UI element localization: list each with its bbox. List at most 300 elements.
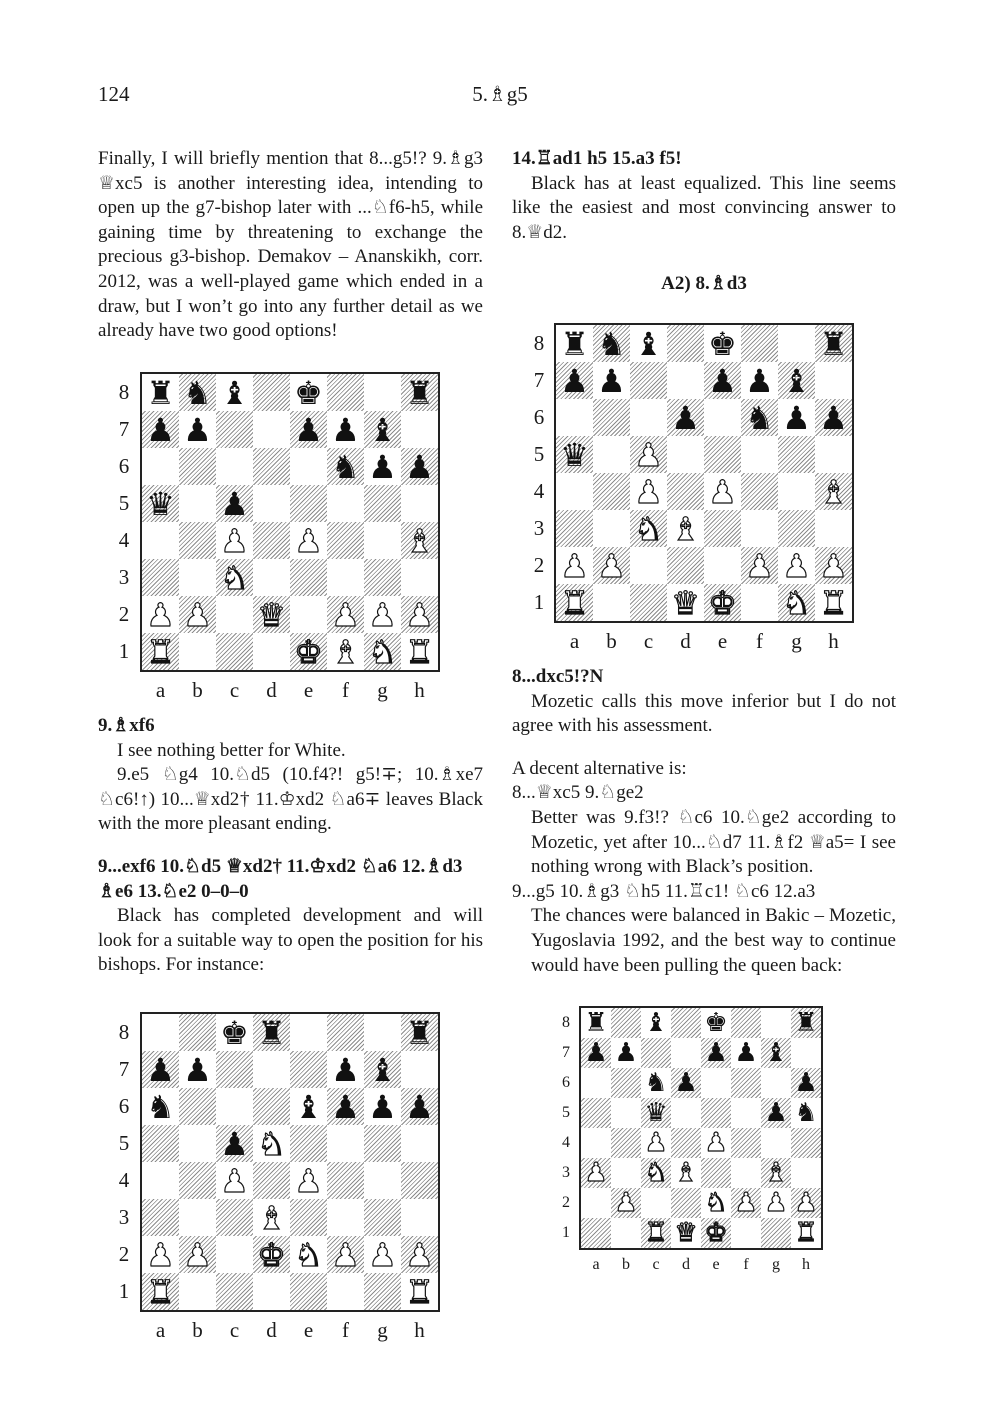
black-bishop-icon: ♝ (368, 410, 397, 449)
black-bishop-icon: ♝ (634, 324, 663, 363)
square-b4 (611, 1128, 641, 1158)
square-a4 (142, 1162, 179, 1199)
square-c7 (630, 362, 667, 399)
square-b6 (611, 1068, 641, 1098)
white-queen-icon: ♛ (671, 583, 700, 622)
file-label: e (303, 678, 314, 702)
square-g6 (761, 1068, 791, 1098)
white-pawn-icon: ♟ (146, 595, 175, 634)
rank-label: 5 (118, 1131, 130, 1155)
rank-label: 2 (118, 1242, 130, 1266)
square-f5 (731, 1098, 761, 1128)
square-d8 (253, 374, 290, 411)
square-d7 (253, 1051, 290, 1088)
square-c4 (216, 522, 253, 559)
square-f5 (741, 436, 778, 473)
square-g4 (364, 522, 401, 559)
square-b1 (179, 1273, 216, 1310)
square-g8 (761, 1008, 791, 1038)
square-a2 (142, 1236, 179, 1273)
square-c1 (630, 584, 667, 621)
square-h7 (791, 1038, 821, 1068)
square-e2 (701, 1188, 731, 1218)
square-g6 (364, 1088, 401, 1125)
file-label: h (414, 678, 425, 702)
square-f8 (741, 325, 778, 362)
square-g2 (364, 596, 401, 633)
black-queen-icon: ♛ (146, 484, 175, 523)
white-rook-icon: ♜ (146, 1272, 175, 1311)
square-f7 (741, 362, 778, 399)
rank-label: 6 (562, 1074, 570, 1091)
white-pawn-icon: ♟ (183, 595, 212, 634)
square-d4 (671, 1128, 701, 1158)
square-a4 (142, 522, 179, 559)
square-d6 (671, 1068, 701, 1098)
white-pawn-icon: ♟ (782, 546, 811, 585)
square-f4 (327, 522, 364, 559)
white-pawn-icon: ♟ (368, 1235, 397, 1274)
square-g3 (778, 510, 815, 547)
black-pawn-icon: ♟ (183, 1050, 212, 1089)
paragraph: Black has at least equalized. This line seems like the easiest and most convincing answer to 8.♕d2. (512, 172, 896, 243)
move-heading: 9.♗xf6 (98, 715, 155, 736)
square-g3 (364, 559, 401, 596)
black-bishop-icon: ♝ (368, 1050, 397, 1089)
square-e6 (701, 1068, 731, 1098)
square-d7 (253, 411, 290, 448)
square-d3 (253, 1199, 290, 1236)
page-number: 124 (98, 82, 130, 106)
rank-label: 3 (118, 1205, 130, 1229)
paragraph: Mozetic calls this move inferior but I do not agree with his assessment. (512, 690, 896, 737)
square-d3 (671, 1158, 701, 1188)
square-h4 (401, 522, 438, 559)
paragraph: A decent alternative is: (512, 757, 687, 779)
file-label: d (682, 1256, 690, 1273)
square-e5 (704, 436, 741, 473)
rank-label: 2 (533, 553, 545, 577)
rank-label: 1 (118, 1279, 130, 1303)
chess-board (554, 323, 854, 623)
rank-label: 5 (533, 442, 545, 466)
square-d5 (253, 485, 290, 522)
white-knight-icon: ♞ (634, 509, 663, 548)
square-a6 (581, 1068, 611, 1098)
square-d7 (671, 1038, 701, 1068)
square-e8 (290, 374, 327, 411)
white-pawn-icon: ♟ (368, 595, 397, 634)
square-g2 (761, 1188, 791, 1218)
square-c3 (216, 1199, 253, 1236)
black-queen-icon: ♛ (644, 1098, 668, 1128)
black-pawn-icon: ♟ (584, 1038, 608, 1068)
white-king-icon: ♚ (704, 1218, 728, 1248)
black-king-icon: ♚ (704, 1008, 728, 1038)
rank-label: 3 (118, 565, 130, 589)
white-pawn-icon: ♟ (220, 1161, 249, 1200)
square-b3 (179, 559, 216, 596)
square-d2 (253, 1236, 290, 1273)
square-d4 (667, 473, 704, 510)
square-a2 (142, 596, 179, 633)
white-king-icon: ♚ (708, 583, 737, 622)
square-f1 (731, 1218, 761, 1248)
square-g4 (761, 1128, 791, 1158)
square-g5 (364, 1125, 401, 1162)
rank-label: 2 (118, 602, 130, 626)
square-b1 (593, 584, 630, 621)
black-pawn-icon: ♟ (704, 1038, 728, 1068)
file-label: d (266, 1318, 277, 1342)
square-d8 (671, 1008, 701, 1038)
square-f3 (327, 1199, 364, 1236)
square-f6 (731, 1068, 761, 1098)
rank-label: 1 (118, 639, 130, 663)
square-g5 (778, 436, 815, 473)
white-queen-icon: ♛ (674, 1218, 698, 1248)
square-a5 (556, 436, 593, 473)
black-queen-icon: ♛ (560, 435, 589, 474)
chess-board (140, 372, 440, 672)
white-bishop-icon: ♝ (257, 1198, 286, 1237)
black-pawn-icon: ♟ (782, 398, 811, 437)
square-c6 (216, 448, 253, 485)
square-e4 (701, 1128, 731, 1158)
square-c7 (216, 1051, 253, 1088)
white-pawn-icon: ♟ (794, 1188, 818, 1218)
square-h1 (815, 584, 852, 621)
square-h8 (401, 1014, 438, 1051)
square-g1 (761, 1218, 791, 1248)
black-pawn-icon: ♟ (708, 361, 737, 400)
square-c1 (216, 1273, 253, 1310)
square-f1 (327, 633, 364, 670)
square-c2 (216, 1236, 253, 1273)
white-pawn-icon: ♟ (405, 595, 434, 634)
paragraph: Better was 9.f3!? ♘c6 10.♘ge2 according to Mozetic, yet after 10...♘d7 11.♗f2 ♕a5= I see nothing wrong with Black’s position. (531, 806, 896, 878)
square-d6 (667, 399, 704, 436)
black-pawn-icon: ♟ (405, 447, 434, 486)
square-c2 (630, 547, 667, 584)
square-b4 (179, 1162, 216, 1199)
file-label: b (622, 1256, 630, 1273)
square-f3 (327, 559, 364, 596)
square-d4 (253, 1162, 290, 1199)
square-a4 (581, 1128, 611, 1158)
square-d7 (667, 362, 704, 399)
black-rook-icon: ♜ (560, 324, 589, 363)
square-c8 (216, 1014, 253, 1051)
square-f1 (741, 584, 778, 621)
square-a3 (581, 1158, 611, 1188)
black-bishop-icon: ♝ (644, 1008, 668, 1038)
black-pawn-icon: ♟ (560, 361, 589, 400)
white-king-icon: ♚ (294, 632, 323, 671)
black-rook-icon: ♜ (146, 373, 175, 412)
black-pawn-icon: ♟ (331, 410, 360, 449)
rank-label: 8 (562, 1014, 570, 1031)
square-b1 (179, 633, 216, 670)
square-g7 (761, 1038, 791, 1068)
square-h7 (401, 411, 438, 448)
square-h2 (401, 596, 438, 633)
square-g6 (778, 399, 815, 436)
square-g3 (761, 1158, 791, 1188)
square-c2 (216, 596, 253, 633)
move-heading: 8...dxc5!?N (512, 666, 604, 687)
file-label: c (229, 1318, 240, 1342)
square-b1 (611, 1218, 641, 1248)
white-knight-icon: ♞ (782, 583, 811, 622)
square-g7 (364, 411, 401, 448)
square-d2 (253, 596, 290, 633)
white-knight-icon: ♞ (294, 1235, 323, 1274)
square-d2 (667, 547, 704, 584)
white-bishop-icon: ♝ (764, 1158, 788, 1188)
rank-label: 6 (118, 454, 130, 478)
square-a3 (142, 1199, 179, 1236)
square-f6 (327, 1088, 364, 1125)
file-label: f (743, 1256, 749, 1273)
square-h6 (791, 1068, 821, 1098)
square-c1 (216, 633, 253, 670)
square-g8 (364, 374, 401, 411)
square-b5 (179, 485, 216, 522)
file-label: e (717, 629, 728, 653)
square-d3 (253, 559, 290, 596)
black-king-icon: ♚ (708, 324, 737, 363)
square-d1 (253, 633, 290, 670)
black-pawn-icon: ♟ (764, 1098, 788, 1128)
black-pawn-icon: ♟ (331, 1087, 360, 1126)
square-e5 (290, 1125, 327, 1162)
square-f5 (327, 485, 364, 522)
square-a7 (556, 362, 593, 399)
square-e4 (704, 473, 741, 510)
file-label: g (377, 1318, 388, 1342)
square-c8 (630, 325, 667, 362)
square-e6 (704, 399, 741, 436)
square-e8 (704, 325, 741, 362)
black-king-icon: ♚ (220, 1013, 249, 1052)
square-g3 (364, 1199, 401, 1236)
file-label: c (643, 629, 654, 653)
white-rook-icon: ♜ (405, 1272, 434, 1311)
white-pawn-icon: ♟ (183, 1235, 212, 1274)
square-d6 (253, 448, 290, 485)
white-bishop-icon: ♝ (331, 632, 360, 671)
square-f7 (327, 411, 364, 448)
left-column-intro (98, 147, 483, 344)
black-pawn-icon: ♟ (614, 1038, 638, 1068)
file-label: g (772, 1256, 780, 1273)
square-e8 (290, 1014, 327, 1051)
white-pawn-icon: ♟ (294, 1161, 323, 1200)
square-h5 (815, 436, 852, 473)
section-heading: A2) 8.♗d3 (661, 273, 747, 294)
square-d5 (671, 1098, 701, 1128)
square-c5 (216, 485, 253, 522)
square-h6 (401, 1088, 438, 1125)
square-e6 (290, 448, 327, 485)
chess-board (579, 1006, 823, 1250)
file-label: h (414, 1318, 425, 1342)
white-pawn-icon: ♟ (634, 435, 663, 474)
black-pawn-icon: ♟ (368, 1087, 397, 1126)
square-a1 (142, 1273, 179, 1310)
left-column-main (98, 714, 483, 978)
black-bishop-icon: ♝ (294, 1087, 323, 1126)
running-title: 5.♗g5 (472, 82, 528, 106)
square-a7 (142, 1051, 179, 1088)
rank-label: 8 (118, 380, 130, 404)
file-label: e (303, 1318, 314, 1342)
rank-label: 4 (118, 528, 130, 552)
black-pawn-icon: ♟ (146, 410, 175, 449)
square-c5 (630, 436, 667, 473)
square-g7 (364, 1051, 401, 1088)
rank-label: 6 (533, 405, 545, 429)
file-label: h (802, 1256, 810, 1273)
white-king-icon: ♚ (257, 1235, 286, 1274)
rank-label: 7 (118, 417, 130, 441)
square-c8 (641, 1008, 671, 1038)
square-h1 (791, 1218, 821, 1248)
square-e6 (290, 1088, 327, 1125)
square-d8 (253, 1014, 290, 1051)
square-a6 (142, 1088, 179, 1125)
rank-label: 7 (118, 1057, 130, 1081)
black-pawn-icon: ♟ (146, 1050, 175, 1089)
square-c5 (216, 1125, 253, 1162)
white-bishop-icon: ♝ (405, 521, 434, 560)
file-label: b (606, 629, 617, 653)
white-bishop-icon: ♝ (819, 472, 848, 511)
rank-label: 5 (562, 1104, 570, 1121)
square-b7 (179, 411, 216, 448)
square-d1 (671, 1218, 701, 1248)
black-pawn-icon: ♟ (220, 1124, 249, 1163)
file-label: a (155, 678, 166, 702)
file-label: c (229, 678, 240, 702)
black-pawn-icon: ♟ (294, 410, 323, 449)
rank-label: 8 (533, 331, 545, 355)
paragraph: 9.e5 ♘g4 10.♘d5 (10.f4?! g5!∓; 10.♗xe7 ♘c6!↑) 10...♕xd2† 11.♔xd2 ♘a6∓ leaves Black with the more pleasant ending. (98, 764, 483, 835)
rank-label: 3 (562, 1164, 570, 1181)
square-h8 (791, 1008, 821, 1038)
square-h8 (401, 374, 438, 411)
square-f7 (731, 1038, 761, 1068)
variation-line: 8...♕xc5 9.♘ge2 (512, 782, 644, 804)
square-e7 (704, 362, 741, 399)
square-b2 (593, 547, 630, 584)
square-d1 (667, 584, 704, 621)
square-h7 (401, 1051, 438, 1088)
square-g4 (778, 473, 815, 510)
square-g1 (364, 1273, 401, 1310)
rank-label: 1 (562, 1224, 570, 1241)
square-h5 (791, 1098, 821, 1128)
square-f3 (741, 510, 778, 547)
white-rook-icon: ♜ (560, 583, 589, 622)
white-pawn-icon: ♟ (614, 1188, 638, 1218)
rank-label: 7 (533, 368, 545, 392)
rank-label: 2 (562, 1194, 570, 1211)
black-pawn-icon: ♟ (220, 484, 249, 523)
square-h4 (401, 1162, 438, 1199)
black-bishop-icon: ♝ (764, 1038, 788, 1068)
black-pawn-icon: ♟ (368, 447, 397, 486)
file-label: a (155, 1318, 166, 1342)
square-a3 (556, 510, 593, 547)
black-pawn-icon: ♟ (674, 1068, 698, 1098)
square-a2 (581, 1188, 611, 1218)
square-f8 (327, 374, 364, 411)
square-a6 (142, 448, 179, 485)
square-b3 (593, 510, 630, 547)
square-c6 (641, 1068, 671, 1098)
black-knight-icon: ♞ (597, 324, 626, 363)
square-c2 (641, 1188, 671, 1218)
file-label: g (791, 629, 802, 653)
white-pawn-icon: ♟ (331, 1235, 360, 1274)
square-d2 (671, 1188, 701, 1218)
square-a7 (581, 1038, 611, 1068)
file-label: c (652, 1256, 660, 1273)
black-pawn-icon: ♟ (671, 398, 700, 437)
square-f4 (327, 1162, 364, 1199)
square-c6 (630, 399, 667, 436)
square-g7 (778, 362, 815, 399)
white-pawn-icon: ♟ (294, 521, 323, 560)
white-knight-icon: ♞ (220, 558, 249, 597)
square-a8 (142, 374, 179, 411)
white-pawn-icon: ♟ (708, 472, 737, 511)
white-knight-icon: ♞ (257, 1124, 286, 1163)
square-f4 (741, 473, 778, 510)
square-b8 (611, 1008, 641, 1038)
square-f3 (731, 1158, 761, 1188)
white-rook-icon: ♜ (794, 1218, 818, 1248)
move-heading: 9...exf6 10.♘d5 ♕xd2† 11.♔xd2 ♘a6 12.♗d3 ♗e6 13.♘e2 0–0–0 (98, 855, 463, 902)
square-a8 (581, 1008, 611, 1038)
square-c7 (216, 411, 253, 448)
rank-label: 6 (118, 1094, 130, 1118)
square-h3 (401, 1199, 438, 1236)
square-e5 (290, 485, 327, 522)
square-b8 (179, 1014, 216, 1051)
file-label: a (569, 629, 580, 653)
square-e3 (290, 559, 327, 596)
black-pawn-icon: ♟ (734, 1038, 758, 1068)
square-b3 (611, 1158, 641, 1188)
white-rook-icon: ♜ (146, 632, 175, 671)
square-a5 (142, 485, 179, 522)
square-b7 (593, 362, 630, 399)
square-g2 (364, 1236, 401, 1273)
file-label: g (377, 678, 388, 702)
square-f2 (741, 547, 778, 584)
square-e4 (290, 1162, 327, 1199)
square-f6 (327, 448, 364, 485)
white-knight-icon: ♞ (644, 1158, 668, 1188)
right-column-top (512, 147, 896, 245)
white-knight-icon: ♞ (704, 1188, 728, 1218)
square-b5 (611, 1098, 641, 1128)
file-label: b (192, 678, 203, 702)
white-knight-icon: ♞ (368, 632, 397, 671)
